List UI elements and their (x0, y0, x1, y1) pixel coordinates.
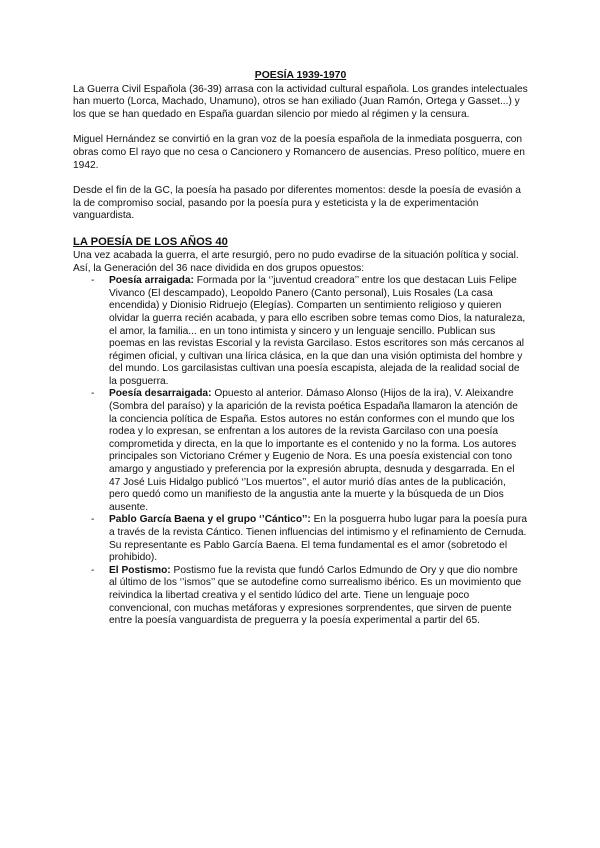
section-intro: Una vez acabada la guerra, el arte resurgió, pero no pudo evadirse de la situación política y social. Así, la Generación del 36 nace dividida en dos grupos opuestos: (73, 249, 519, 274)
list-item (73, 514, 528, 564)
paragraph-poetry-moments: Desde el fin de la GC, la poesía ha pasado por diferentes momentos: desde la poesía de evasión a la de compromiso social, pasando por la poesía pura y esteticista y la de experimentación vanguardista. (73, 185, 521, 222)
poetry-groups-list (73, 275, 528, 628)
document-title: POESÍA 1939-1970 (254, 70, 347, 81)
list-item (73, 275, 528, 388)
list-dash: - (91, 275, 95, 287)
list-item-text: En la posguerra hubo lugar para la poesía pura a través de la revista Cántico. Tienen influencias del intimismo y el refinamiento de Cernuda. Su representante es Pablo García Baena. El tema fundamental es el amor (sobretodo el prohibido). (109, 514, 528, 564)
list-item-text: Postismo fue la revista que fundó Carlos Edmundo de Ory y que dio nombre al último de los ‘’ismos’’ que se autodefine como surrealismo ibérico. Es un movimiento que reivindica la libertad creativa y el sentido lúdico del arte. Tiene un lenguaje poco convencional, con muchas metáforas y expresiones sorprendentes, que sirven de puente entre la poesía vanguardista de preguerra y la poesía experimental a partir del 65. (109, 564, 522, 627)
paragraph-miguel-hernandez: Miguel Hernández se convirtió en la gran voz de la poesía española de la inmediata posguerra, con obras como El rayo que no cesa o Cancionero y Romancero de ausencias. Preso político, muere en 1942. (73, 134, 525, 171)
list-item-title: Poesía desarraigada: (109, 388, 212, 400)
paragraph-civil-war: La Guerra Civil Española (36-39) arrasa con la actividad cultural española. Los grandes intelectuales han muerto (Lorca, Machado, Unamuno), otros se han exiliado (Juan Ramón, Ortega y Gasset...) y los que se han quedado en España guardan silencio por miedo al régimen y la censura. (73, 83, 528, 120)
list-item-title: Poesía arraigada: (109, 275, 194, 287)
list-item-title: Pablo García Baena y el grupo ‘’Cántico’’: (109, 514, 311, 526)
section-heading: LA POESÍA DE LOS AÑOS 40 (73, 235, 228, 248)
list-dash: - (91, 564, 95, 576)
list-item (73, 565, 528, 628)
list-item (73, 388, 528, 514)
list-item-text: Opuesto al anterior. Dámaso Alonso (Hijos de la ira), V. Aleixandre (Sombra del paraíso) y la aparición de la revista poética Espadaña llamaron la atención de la conciencia política de España. Estos autores no están conformes con el mundo que los rodea y lo expresan, se enfrentan a los autores de la revista Garcilaso con una poesía comprometida y directa, en la que lo importante es el contenido y no la forma. Los autores principales son Victoriano Crémer y Eugenio de Nora. Es una poesía existencial con tono amargo y angustiado y preferencia por la expresión abrupta, desnuda y desgarrada. En el 47 José Luis Hidalgo publicó ‘’Los muertos’’, el autor murió días antes de la publicación, pero quedó como un manifiesto de la angustia ante la muerte y la búsqueda de un Dios ausente. (109, 388, 518, 513)
list-dash: - (91, 514, 95, 526)
list-dash: - (91, 388, 95, 400)
document-page (73, 70, 528, 628)
list-item-title: El Postismo: (109, 564, 171, 576)
list-item-text: Formada por la ‘’juventud creadora’’ entre los que destacan Luis Felipe Vivanco (El descampado), Leopoldo Panero (Canto personal), Luis Rosales (La casa encendida) y Dionisio Ridruejo (Elegías). Comparten un sentimiento religioso y quieren olvidar la guerra recién acabada, y para ello escriben sobre temas como Dios, la naturaleza, el amor, la familia... en un tono intimista y sincero y un lenguaje sencillo. Publican sus poemas en las revistas Escorial y la revista Garcilaso. Estos escritores son más cercanos al régimen oficial, y cultivan una lírica clásica, en la que dan una visión optimista del hombre y del mundo. Los garcilasistas cultivan una poesía escapista, alejada de la realidad social de la posguerra. (109, 275, 526, 387)
